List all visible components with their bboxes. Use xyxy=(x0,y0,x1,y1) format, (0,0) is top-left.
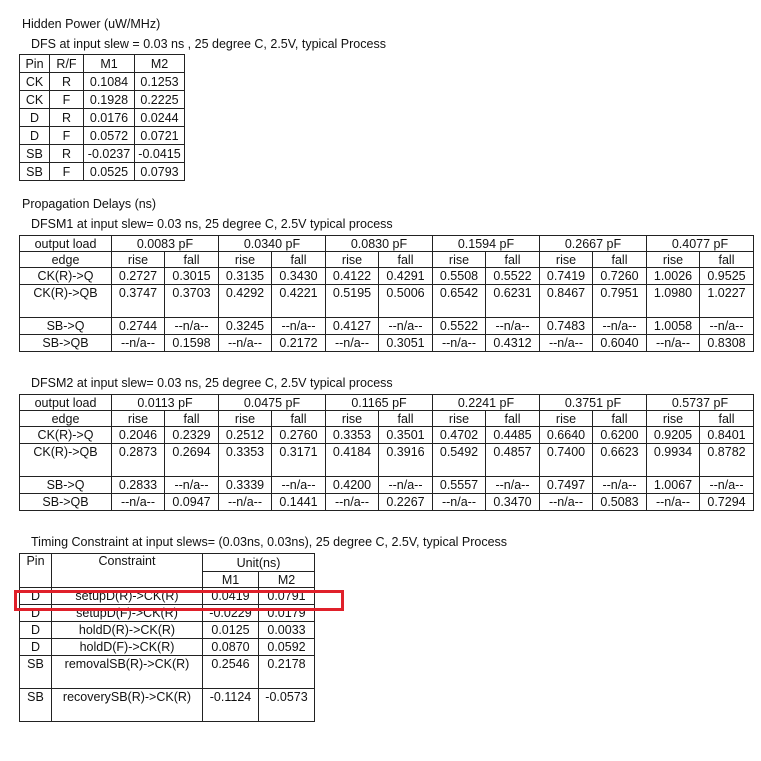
timing-constraint-table xyxy=(19,553,315,722)
table-row xyxy=(20,145,185,163)
table-cell: 0.0592 xyxy=(259,639,315,656)
table-cell: 0.4857 xyxy=(486,444,540,477)
edge-label: edge xyxy=(20,252,112,268)
table-cell: --n/a-- xyxy=(540,335,593,352)
load-header: 0.5737 pF xyxy=(647,395,754,411)
table-cell: 0.0179 xyxy=(259,605,315,622)
table-cell: 0.7951 xyxy=(593,285,647,318)
table-cell: 0.4221 xyxy=(272,285,326,318)
table-cell: CK xyxy=(20,91,50,109)
table-cell: 0.6200 xyxy=(593,427,647,444)
edge-header: rise xyxy=(326,411,379,427)
load-header: 0.0113 pF xyxy=(112,395,219,411)
hidden-power-subtitle: DFS at input slew = 0.03 ns , 25 degree C, 2.5V, typical Process xyxy=(31,37,386,51)
arc-label: SB->Q xyxy=(20,318,112,335)
table-cell: 0.0870 xyxy=(203,639,259,656)
table-row xyxy=(20,91,185,109)
table-cell: 0.3430 xyxy=(272,268,326,285)
table-cell: 0.9205 xyxy=(647,427,700,444)
edge-header: fall xyxy=(486,252,540,268)
edge-header: fall xyxy=(272,252,326,268)
table-cell: R xyxy=(50,145,84,163)
arc-label: CK(R)->QB xyxy=(20,285,112,318)
table-cell: 1.0067 xyxy=(647,477,700,494)
edge-header: fall xyxy=(486,411,540,427)
load-header: 0.3751 pF xyxy=(540,395,647,411)
edge-header: rise xyxy=(647,252,700,268)
column-header: R/F xyxy=(50,55,84,73)
table-cell: SB xyxy=(20,689,52,722)
table-cell: 0.4485 xyxy=(486,427,540,444)
table-row xyxy=(20,268,754,285)
edge-header: rise xyxy=(433,252,486,268)
table-cell: 0.6040 xyxy=(593,335,647,352)
table-cell: -0.0237 xyxy=(84,145,135,163)
table-cell: --n/a-- xyxy=(165,477,219,494)
table-cell: 0.3470 xyxy=(486,494,540,511)
table-cell: D xyxy=(20,639,52,656)
load-header: 0.2241 pF xyxy=(433,395,540,411)
table-cell: 0.1928 xyxy=(84,91,135,109)
table-cell: --n/a-- xyxy=(433,335,486,352)
table-cell: 0.2225 xyxy=(135,91,185,109)
table-cell: D xyxy=(20,109,50,127)
edge-header: fall xyxy=(700,411,754,427)
table-cell: D xyxy=(20,605,52,622)
table-cell: 0.3051 xyxy=(379,335,433,352)
load-header: 0.1165 pF xyxy=(326,395,433,411)
arc-label: SB->QB xyxy=(20,494,112,511)
table-cell: 0.4292 xyxy=(219,285,272,318)
table-cell: 0.5522 xyxy=(486,268,540,285)
edge-header: fall xyxy=(379,252,433,268)
edge-header: fall xyxy=(165,411,219,427)
arc-label: SB->QB xyxy=(20,335,112,352)
table-cell: 0.2744 xyxy=(112,318,165,335)
edge-header: rise xyxy=(326,252,379,268)
table-cell: -0.1124 xyxy=(203,689,259,722)
edge-header: rise xyxy=(540,411,593,427)
table-row xyxy=(20,588,315,605)
output-load-label: output load xyxy=(20,395,112,411)
table-cell: 0.4184 xyxy=(326,444,379,477)
table-cell: 0.2760 xyxy=(272,427,326,444)
edge-header: rise xyxy=(433,411,486,427)
table-cell: 0.8401 xyxy=(700,427,754,444)
table-cell: 0.0419 xyxy=(203,588,259,605)
table-cell: 1.0227 xyxy=(700,285,754,318)
table-row xyxy=(20,127,185,145)
table-row xyxy=(20,444,754,477)
arc-label: CK(R)->Q xyxy=(20,268,112,285)
table-cell: holdD(F)->CK(R) xyxy=(52,639,203,656)
table-cell: 0.1253 xyxy=(135,73,185,91)
table-cell: --n/a-- xyxy=(647,494,700,511)
table-cell: 0.6640 xyxy=(540,427,593,444)
table-cell: R xyxy=(50,109,84,127)
edge-header: fall xyxy=(165,252,219,268)
table-cell: 0.5492 xyxy=(433,444,486,477)
table-cell: 0.0947 xyxy=(165,494,219,511)
edge-header: rise xyxy=(540,252,593,268)
table-cell: --n/a-- xyxy=(112,494,165,511)
table-cell: R xyxy=(50,73,84,91)
table-row xyxy=(20,73,185,91)
table-cell: 0.2873 xyxy=(112,444,165,477)
column-header: Pin xyxy=(20,55,50,73)
table-cell: D xyxy=(20,127,50,145)
table-cell: SB xyxy=(20,656,52,689)
edge-header: rise xyxy=(219,252,272,268)
table-cell: --n/a-- xyxy=(219,494,272,511)
table-cell: --n/a-- xyxy=(379,477,433,494)
table-row xyxy=(20,318,754,335)
dfsm1-delay-table xyxy=(19,235,754,352)
edge-header: rise xyxy=(219,411,272,427)
table-cell: D xyxy=(20,622,52,639)
table-cell: 0.7483 xyxy=(540,318,593,335)
table-row xyxy=(20,622,315,639)
table-cell: 0.8467 xyxy=(540,285,593,318)
table-cell: 0.0793 xyxy=(135,163,185,181)
table-cell: --n/a-- xyxy=(272,318,326,335)
edge-header: fall xyxy=(700,252,754,268)
table-cell: 0.5006 xyxy=(379,285,433,318)
dfsm2-caption: DFSM2 at input slew= 0.03 ns, 25 degree C, 2.5V typical process xyxy=(31,376,393,390)
table-row xyxy=(20,285,754,318)
table-cell: 1.0980 xyxy=(647,285,700,318)
edge-header: rise xyxy=(647,411,700,427)
table-cell: 0.3703 xyxy=(165,285,219,318)
table-cell: 0.5508 xyxy=(433,268,486,285)
edge-header: rise xyxy=(112,252,165,268)
table-cell: 0.6542 xyxy=(433,285,486,318)
edge-header: fall xyxy=(379,411,433,427)
propagation-title: Propagation Delays (ns) xyxy=(22,197,157,211)
table-row xyxy=(20,494,754,511)
load-header: 0.0830 pF xyxy=(326,236,433,252)
hidden-power-title: Hidden Power (uW/MHz) xyxy=(22,17,161,31)
table-cell: 0.4127 xyxy=(326,318,379,335)
table-cell: removalSB(R)->CK(R) xyxy=(52,656,203,689)
table-cell: SB xyxy=(20,163,50,181)
table-row xyxy=(20,163,185,181)
table-cell: 0.9934 xyxy=(647,444,700,477)
table-cell: 0.5522 xyxy=(433,318,486,335)
table-cell: --n/a-- xyxy=(647,335,700,352)
constraint-header: Constraint xyxy=(52,554,203,588)
column-header: M2 xyxy=(135,55,185,73)
table-cell: --n/a-- xyxy=(165,318,219,335)
table-cell: --n/a-- xyxy=(272,477,326,494)
table-cell: -0.0229 xyxy=(203,605,259,622)
table-cell: 0.4200 xyxy=(326,477,379,494)
table-cell: 0.3339 xyxy=(219,477,272,494)
table-cell: --n/a-- xyxy=(700,318,754,335)
load-row xyxy=(20,236,754,252)
table-row xyxy=(20,427,754,444)
table-cell: 0.3916 xyxy=(379,444,433,477)
output-load-label: output load xyxy=(20,236,112,252)
load-header: 0.1594 pF xyxy=(433,236,540,252)
table-cell: 0.3501 xyxy=(379,427,433,444)
table-cell: F xyxy=(50,91,84,109)
table-cell: 0.3353 xyxy=(326,427,379,444)
table-cell: 0.8782 xyxy=(700,444,754,477)
table-cell: --n/a-- xyxy=(486,477,540,494)
table-cell: --n/a-- xyxy=(593,477,647,494)
header-row xyxy=(20,55,185,73)
table-cell: 0.4702 xyxy=(433,427,486,444)
table-cell: 0.2046 xyxy=(112,427,165,444)
arc-label: CK(R)->QB xyxy=(20,444,112,477)
table-row xyxy=(20,639,315,656)
m1-header: M1 xyxy=(203,572,259,588)
table-cell: F xyxy=(50,163,84,181)
edge-header: fall xyxy=(272,411,326,427)
table-cell: setupD(F)->CK(R) xyxy=(52,605,203,622)
load-header: 0.0083 pF xyxy=(112,236,219,252)
table-row xyxy=(20,656,315,689)
table-cell: -0.0573 xyxy=(259,689,315,722)
dfsm1-caption: DFSM1 at input slew= 0.03 ns, 25 degree C, 2.5V typical process xyxy=(31,217,393,231)
table-row xyxy=(20,335,754,352)
table-cell: SB xyxy=(20,145,50,163)
edge-header: fall xyxy=(593,411,647,427)
table-cell: --n/a-- xyxy=(700,477,754,494)
table-cell: 0.0176 xyxy=(84,109,135,127)
table-cell: CK xyxy=(20,73,50,91)
table-cell: 0.3135 xyxy=(219,268,272,285)
table-cell: setupD(R)->CK(R) xyxy=(52,588,203,605)
arc-label: SB->Q xyxy=(20,477,112,494)
table-cell: 0.4312 xyxy=(486,335,540,352)
table-cell: 0.7400 xyxy=(540,444,593,477)
table-cell: 0.5195 xyxy=(326,285,379,318)
table-cell: --n/a-- xyxy=(486,318,540,335)
table-cell: 0.4122 xyxy=(326,268,379,285)
table-cell: --n/a-- xyxy=(433,494,486,511)
table-cell: 0.9525 xyxy=(700,268,754,285)
table-cell: 0.3353 xyxy=(219,444,272,477)
table-cell: 0.0721 xyxy=(135,127,185,145)
table-cell: 0.8308 xyxy=(700,335,754,352)
hidden-power-table xyxy=(19,54,185,181)
table-cell: 0.2833 xyxy=(112,477,165,494)
table-cell: 0.0572 xyxy=(84,127,135,145)
table-cell: 1.0058 xyxy=(647,318,700,335)
arc-label: CK(R)->Q xyxy=(20,427,112,444)
table-cell: 0.3015 xyxy=(165,268,219,285)
table-cell: -0.0415 xyxy=(135,145,185,163)
table-row xyxy=(20,477,754,494)
table-cell: --n/a-- xyxy=(379,318,433,335)
table-cell: 0.6623 xyxy=(593,444,647,477)
table-cell: 0.1084 xyxy=(84,73,135,91)
load-row xyxy=(20,395,754,411)
unit-header: Unit(ns) xyxy=(203,554,315,572)
table-cell: 0.7260 xyxy=(593,268,647,285)
table-cell: 0.0791 xyxy=(259,588,315,605)
table-cell: 0.5557 xyxy=(433,477,486,494)
column-header: M1 xyxy=(84,55,135,73)
load-header: 0.4077 pF xyxy=(647,236,754,252)
table-cell: 0.0033 xyxy=(259,622,315,639)
pin-header: Pin xyxy=(20,554,52,588)
table-cell: --n/a-- xyxy=(112,335,165,352)
header-row xyxy=(20,554,315,572)
table-row xyxy=(20,689,315,722)
table-cell: 0.0525 xyxy=(84,163,135,181)
table-cell: --n/a-- xyxy=(326,335,379,352)
table-cell: --n/a-- xyxy=(219,335,272,352)
table-cell: 0.6231 xyxy=(486,285,540,318)
table-cell: 0.2178 xyxy=(259,656,315,689)
table-cell: 0.5083 xyxy=(593,494,647,511)
table-cell: 0.2267 xyxy=(379,494,433,511)
load-header: 0.0340 pF xyxy=(219,236,326,252)
table-cell: 0.2329 xyxy=(165,427,219,444)
edge-label: edge xyxy=(20,411,112,427)
table-cell: 0.3171 xyxy=(272,444,326,477)
table-cell: 0.1598 xyxy=(165,335,219,352)
table-cell: holdD(R)->CK(R) xyxy=(52,622,203,639)
table-cell: 0.3245 xyxy=(219,318,272,335)
table-cell: 0.1441 xyxy=(272,494,326,511)
table-row xyxy=(20,109,185,127)
edge-row xyxy=(20,252,754,268)
table-cell: 1.0026 xyxy=(647,268,700,285)
timing-title: Timing Constraint at input slews= (0.03ns, 0.03ns), 25 degree C, 2.5V, typical Process xyxy=(31,535,508,549)
dfsm2-delay-table xyxy=(19,394,754,511)
edge-header: rise xyxy=(112,411,165,427)
table-cell: 0.7294 xyxy=(700,494,754,511)
table-cell: --n/a-- xyxy=(593,318,647,335)
table-cell: 0.0125 xyxy=(203,622,259,639)
edge-header: fall xyxy=(593,252,647,268)
load-header: 0.0475 pF xyxy=(219,395,326,411)
edge-row xyxy=(20,411,754,427)
table-cell: 0.2727 xyxy=(112,268,165,285)
table-cell: recoverySB(R)->CK(R) xyxy=(52,689,203,722)
table-cell: 0.7419 xyxy=(540,268,593,285)
table-cell: 0.0244 xyxy=(135,109,185,127)
table-cell: D xyxy=(20,588,52,605)
table-cell: 0.2512 xyxy=(219,427,272,444)
load-header: 0.2667 pF xyxy=(540,236,647,252)
table-cell: 0.2546 xyxy=(203,656,259,689)
table-cell: --n/a-- xyxy=(540,494,593,511)
table-cell: 0.4291 xyxy=(379,268,433,285)
table-cell: 0.7497 xyxy=(540,477,593,494)
table-row xyxy=(20,605,315,622)
table-cell: 0.2694 xyxy=(165,444,219,477)
m2-header: M2 xyxy=(259,572,315,588)
table-cell: 0.3747 xyxy=(112,285,165,318)
table-cell: F xyxy=(50,127,84,145)
table-cell: --n/a-- xyxy=(326,494,379,511)
table-cell: 0.2172 xyxy=(272,335,326,352)
